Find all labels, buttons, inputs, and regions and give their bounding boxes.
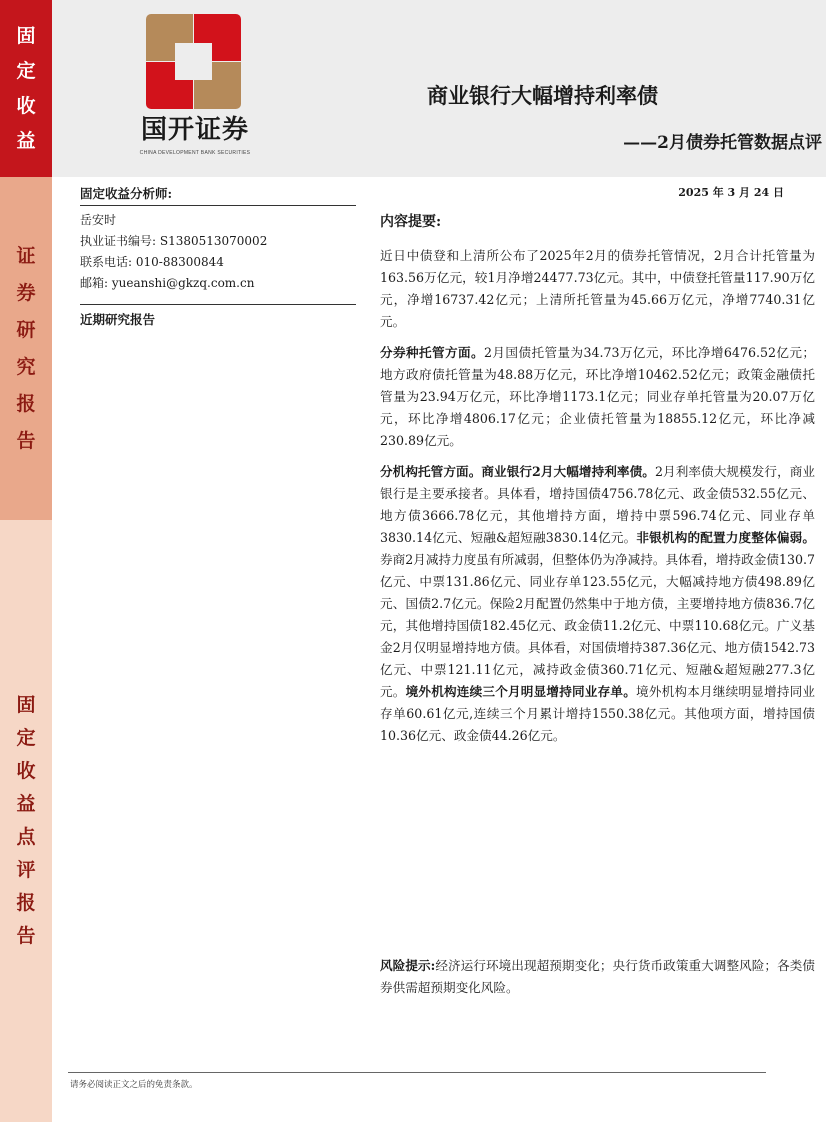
report-subtitle: ——2月债券托管数据点评 bbox=[623, 133, 822, 153]
sidebar-char: 证 bbox=[16, 244, 36, 267]
analyst-cert: 执业证书编号: S1380513070002 bbox=[80, 234, 268, 248]
sidebar-char: 收 bbox=[16, 94, 36, 117]
sidebar-char: 告 bbox=[16, 925, 36, 947]
sidebar-section-fixed-income bbox=[0, 0, 52, 177]
sidebar-char: 券 bbox=[16, 281, 36, 304]
summary-paragraph: 分券种托管方面。2月国债托管量为34.73万亿元，环比净增6476.52亿元；地方政府债托管量为48.88万亿元，环比净增10462.52亿元；政策金融债托管量为23.94万亿元，环比净增1173.1亿元；同业存单托管量为20.07万亿元，环比净增4806.17亿元；企业债托管量为18855.12亿元，环比净减230.89亿元。 bbox=[380, 345, 815, 448]
sidebar-char: 收 bbox=[16, 760, 36, 782]
summary-heading: 内容提要: bbox=[380, 214, 442, 230]
sidebar-char: 益 bbox=[16, 129, 36, 152]
sidebar-char: 研 bbox=[16, 318, 36, 341]
company-name: 国开证券 bbox=[140, 115, 249, 145]
analyst-email: 邮箱: yueanshi@gkzq.com.cn bbox=[80, 276, 255, 290]
sidebar-section-securities-research bbox=[0, 177, 52, 520]
risk-warning bbox=[380, 955, 815, 999]
sidebar-char: 告 bbox=[16, 429, 36, 452]
sidebar-char: 益 bbox=[16, 793, 36, 815]
sidebar-char: 固 bbox=[16, 24, 36, 47]
report-title: 商业银行大幅增持利率债 bbox=[427, 83, 658, 108]
analyst-info bbox=[80, 184, 356, 328]
sidebar-char: 报 bbox=[16, 892, 36, 914]
risk-text: 经济运行环境出现超预期变化；央行货币政策重大调整风险；各类债券供需超预期变化风险。 bbox=[380, 958, 815, 995]
analyst-name: 岳安时 bbox=[80, 213, 117, 227]
report-header bbox=[52, 0, 826, 177]
footer-disclaimer: 请务必阅读正文之后的免责条款。 bbox=[70, 1080, 198, 1090]
analyst-phone: 联系电话: 010-88300844 bbox=[80, 255, 224, 269]
sidebar-char: 报 bbox=[16, 392, 36, 415]
report-date: 2025 年 3 月 24 日 bbox=[678, 186, 784, 199]
footer-divider bbox=[68, 1072, 766, 1073]
recent-reports-heading: 近期研究报告 bbox=[80, 304, 356, 328]
summary-section bbox=[380, 211, 815, 756]
summary-paragraph: 近日中债登和上清所公布了2025年2月的债券托管情况，2月合计托管量为163.56万亿元，较1月净增24477.73亿元。其中，中债登托管量117.90万亿元，净增16737.42亿元；上清所托管量为45.66万亿元，净增7740.31亿元。 bbox=[380, 248, 815, 329]
sidebar-char: 评 bbox=[16, 859, 36, 881]
sidebar-char: 定 bbox=[16, 59, 36, 82]
sidebar-char: 究 bbox=[16, 355, 36, 378]
analyst-heading: 固定收益分析师: bbox=[80, 184, 356, 206]
sidebar-section-commentary-report bbox=[0, 520, 52, 1122]
company-logo-icon bbox=[146, 14, 241, 109]
risk-label: 风险提示: bbox=[380, 958, 436, 973]
summary-paragraph: 分机构托管方面。商业银行2月大幅增持利率债。2月利率债大规模发行，商业银行是主要承接者。具体看，增持国债4756.78亿元、政金债532.55亿元、地方债3666.78亿元，其他增持方面，增持中票596.74亿元、同业存单3830.14亿元、短融&超短融3830.14亿元。非银机构的配置力度整体偏弱。券商2月减持力度虽有所减弱，但整体仍为净减持。具体看，增持政金债130.7亿元、中票131.86亿元、同业存单123.55亿元，大幅减持地方债498.89亿元、国债2.7亿元。保险2月配置仍然集中于地方债，主要增持地方债836.7亿元，其他增持国债182.45亿元、政金债11.2亿元、中票110.68亿元。广义基金2月仅明显增持地方债。具体看，对国债增持387.36亿元、地方债1542.73亿元、中票121.11亿元，减持政金债360.71亿元、短融&超短融277.3亿元。境外机构连续三个月明显增持同业存单。境外机构本月继续明显增持同业存单60.61亿元,连续三个月累计增持1550.38亿元。其他项方面，增持国债10.36亿元、政金债44.26亿元。 bbox=[380, 464, 816, 743]
sidebar-char: 点 bbox=[16, 826, 36, 848]
company-name-english: CHINA DEVELOPMENT BANK SECURITIES bbox=[139, 150, 251, 156]
sidebar-char: 固 bbox=[16, 694, 36, 716]
sidebar-char: 定 bbox=[16, 727, 36, 749]
